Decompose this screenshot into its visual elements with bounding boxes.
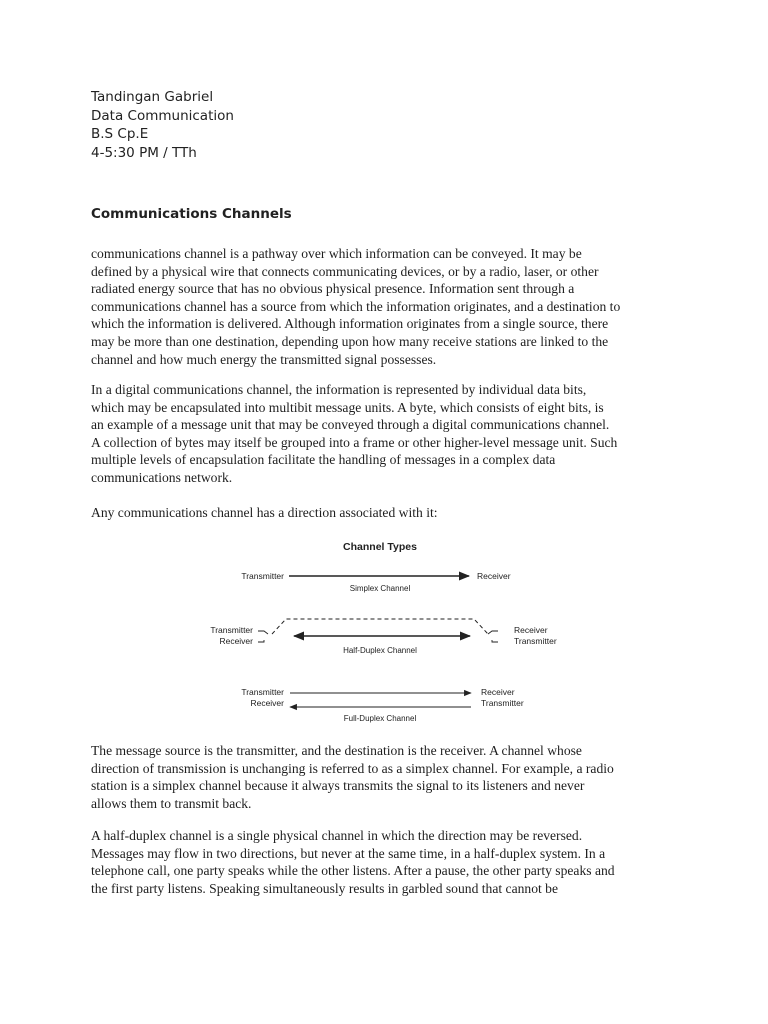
text-line: allows them to transmit back. (91, 795, 252, 811)
half-duplex-transmitter-left-label: Transmitter (210, 625, 253, 635)
paragraph-digital (91, 381, 691, 487)
course-line: B.S Cp.E (91, 126, 149, 142)
text-line: A collection of bytes may itself be grouped into a frame or other higher-level message unit. Such (91, 434, 618, 450)
half-duplex-switch-left (258, 631, 268, 642)
schedule-line: 4-5:30 PM / TTh (91, 144, 197, 161)
simplex-receiver-label: Receiver (477, 571, 511, 581)
diagram-title: Channel Types (343, 541, 417, 553)
subject-line: Data Communication (91, 107, 234, 124)
full-duplex-receiver-right-label: Receiver (481, 687, 515, 697)
text-line: communications channel is a pathway over which information can be conveyed. It may be (91, 246, 582, 261)
text-line: direction of transmission is unchanging is referred to as a simplex channel. For example, a radio (91, 760, 614, 776)
section-heading: Communications Channels (91, 206, 292, 222)
text-line: In a digital communications channel, the information is represented by individual data bits, (91, 382, 587, 397)
text-line: the first party listens. Speaking simultaneously results in garbled sound that cannot be (91, 880, 559, 896)
simplex-caption: Simplex Channel (349, 584, 411, 593)
full-duplex-receiver-left-label: Receiver (250, 698, 284, 708)
text-line: which may be encapsulated into multibit message units. A byte, which consists of eight bits, is (91, 399, 604, 415)
half-duplex-receiver-right-label: Receiver (514, 625, 548, 635)
full-duplex-transmitter-right-label: Transmitter (481, 698, 524, 708)
text-line: radiated energy source that has no obvious physical presence. Information sent through a (91, 281, 575, 297)
half-duplex-dashed-path (272, 619, 488, 634)
text-line: channel and how much energy the transmitted signal possesses. (91, 351, 437, 367)
simplex-transmitter-label: Transmitter (241, 571, 284, 581)
text-line: communications network. (91, 469, 233, 485)
text-line: may be more than one destination, depending upon how many receive stations are linked to the (91, 333, 609, 349)
text-line: Any communications channel has a direction associated with it: (91, 505, 438, 520)
paragraph-half-duplex (91, 827, 691, 897)
author-name: Tandingan Gabriel (91, 89, 214, 105)
half-duplex-switch-right (488, 631, 498, 642)
half-duplex-transmitter-right-label: Transmitter (514, 636, 557, 646)
text-line: multiple levels of encapsulation facilitate the handling of messages in a complex data (91, 452, 556, 468)
paragraph-definition (91, 245, 691, 368)
text-line: telephone call, one party speaks while the other listens. After a pause, the other party speaks and (91, 863, 615, 879)
full-duplex-caption: Full-Duplex Channel (343, 714, 417, 723)
half-duplex-receiver-left-label: Receiver (219, 636, 253, 646)
text-line: Messages may flow in two directions, but never at the same time, in a half-duplex system. In a (91, 845, 606, 861)
channel-types-diagram (196, 536, 557, 730)
text-line: station is a simplex channel because it always transmits the signal to its listeners and never (91, 778, 585, 794)
full-duplex-transmitter-left-label: Transmitter (241, 687, 284, 697)
text-line: A half-duplex channel is a single physical channel in which the direction may be reversed. (91, 828, 583, 843)
author-header (91, 88, 234, 162)
half-duplex-caption: Half-Duplex Channel (343, 646, 417, 655)
text-line: The message source is the transmitter, and the destination is the receiver. A channel whose (91, 743, 582, 758)
text-line: an example of a message unit that may be conveyed through a digital communications channel. (91, 417, 610, 433)
text-line: which the information is delivered. Although information originates from a single source, there (91, 316, 609, 332)
text-line: defined by a physical wire that connects communicating devices, or by a radio, laser, or other (91, 263, 599, 279)
text-line: communications channel has a source from which the information originates, and a destination to (91, 298, 621, 314)
paragraph-direction (91, 504, 691, 522)
paragraph-simplex (91, 742, 691, 812)
